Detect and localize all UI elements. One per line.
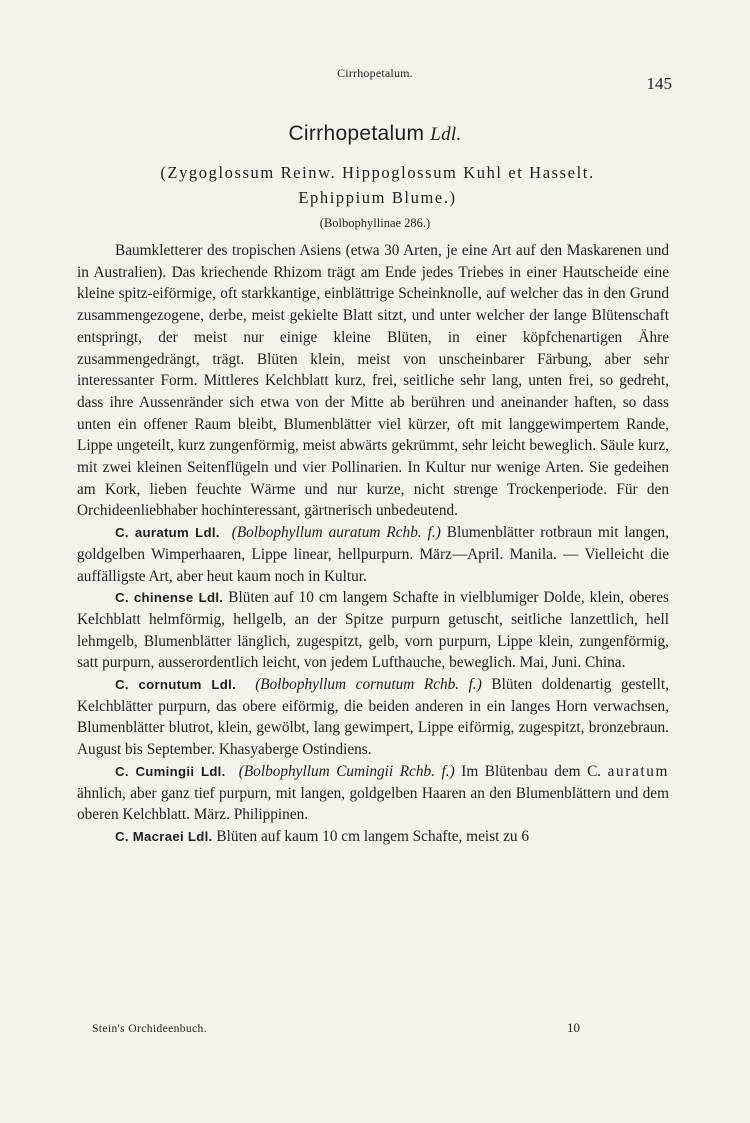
species-spaced-name: auratum: [607, 762, 669, 780]
species-entry-chinense: [77, 587, 669, 674]
species-name: C. cornutum Ldl.: [115, 677, 237, 693]
species-name: C. chinense Ldl.: [115, 590, 224, 606]
species-text: ähnlich, aber ganz tief purpurn, mit langen, goldgelben Haaren an den Blumenblättern und dem oberen Kelchblatt. März. Philippinen.: [77, 784, 669, 824]
species-entry-macraei: [77, 826, 669, 848]
genus-title: [0, 122, 750, 146]
species-text: Blüten auf 10 cm langem Schafte in vielblumiger Dolde, klein, oberes Kelchblatt helmförmig, hellgelb, an der Spitze purpurn getuscht, seitliche lanzettlich, hell lehmgelb, Blumenblätter länglich, zugespitzt, gelb, vorn purpurn, Lippe klein, zungenförmig, satt purpurn, ausserordentlich leicht, von jedem Lufthauche, beweglich. Mai, Juni. China.: [77, 589, 669, 672]
species-text: Blüten doldenartig gestellt, Kelchblätter purpurn, das obere eiförmig, die beiden anderen in ein langes Horn verwachsen, Blumenblätter blutrot, klein, gewölbt, lang gewimpert, Lippe eiförmig, zugespitzt, bronzebraun. August bis September. Khasyaberge Ostindiens.: [77, 676, 670, 759]
species-entry-auratum: [77, 522, 669, 587]
genus-name: Cirrhopetalum: [288, 122, 425, 145]
genus-description: Baumkletterer des tropischen Asiens (etwa 30 Arten, je eine Art auf den Maskarenen und in Australien). Das kriechende Rhizom trägt am Ende jedes Triebes in einer Hautscheide eine kleine spitz-eiförmige, oft starkkantige, einblättrige Scheinknolle, auf welcher das in den Grund zusammengezogene, derbe, meist gekielte Blatt sitzt, und unter welcher der lange Blütenschaft entspringt, der meist nur einige kleine Blüten, in einer köpfchenartigen Ähre zusammengedrängt, trägt. Blüten klein, meist von unscheinbarer Färbung, aber sehr interessanter Form. Mittleres Kelchblatt kurz, frei, seitliche sehr lang, unten frei, so gedreht, dass ihre Aussenränder sich etwa von der Mitte ab berühren und aneinander haften, so dass unten ein offener Raum bleibt, Blumenblätter viel kürzer, oft mit langgewimpertem Rande, Lippe ungeteilt, kurz zungenförmig, meist abwärts gekrümmt, sehr leicht beweglich. Säule kurz, mit zwei kleinen Seitenflügeln und vier Pollinarien. In Kultur nur wenige Arten. Sie gedeihen am Kork, lieben feuchte Wärme und nur kurze, nicht strenge Trockenperiode. Für den Orchideenliebhaber hochinteressant, gärtnerisch unbedeutend.: [77, 242, 669, 520]
subtribe-reference: (Bolbophyllinae 286.): [319, 216, 431, 230]
footer-book-title: Stein's Orchideenbuch.: [92, 1023, 207, 1035]
species-synonym: (Bolbophyllum auratum Rchb. f.): [231, 524, 441, 542]
species-text: Im Blütenbau dem C.: [454, 762, 608, 780]
genus-synonyms: [90, 160, 665, 210]
species-name: C. auratum Ldl.: [115, 525, 220, 541]
footer-signature: 10: [567, 1020, 580, 1035]
running-head: Cirrhopetalum.: [337, 66, 413, 80]
article-body: [77, 240, 669, 848]
species-synonym: (Bolbophyllum Cumingii Rchb. f.): [238, 762, 455, 780]
synonyms-line-2: Ephippium Blume.): [298, 188, 457, 207]
species-text: Blumenblätter rotbraun mit langen, goldgelben Wimperhaaren, Lippe linear, hellpurpurn. März—April. Manila. — Vielleicht die auffälligste Art, aber heut kaum noch in Kultur.: [77, 524, 670, 585]
page-number: 145: [646, 74, 672, 93]
species-name: C. Macraei Ldl.: [115, 828, 213, 844]
species-entry-cornutum: [77, 674, 669, 761]
species-entry-cumingii: [77, 761, 669, 826]
species-name: C. Cumingii Ldl.: [115, 763, 226, 779]
genus-author: Ldl.: [430, 124, 462, 145]
species-synonym: (Bolbophyllum cornutum Rchb. f.): [255, 676, 482, 694]
synonyms-line-1: (Zygoglossum Reinw. Hippoglossum Kuhl et Hasselt.: [160, 163, 595, 182]
species-text: Blüten auf kaum 10 cm langem Schafte, meist zu 6: [212, 827, 530, 845]
